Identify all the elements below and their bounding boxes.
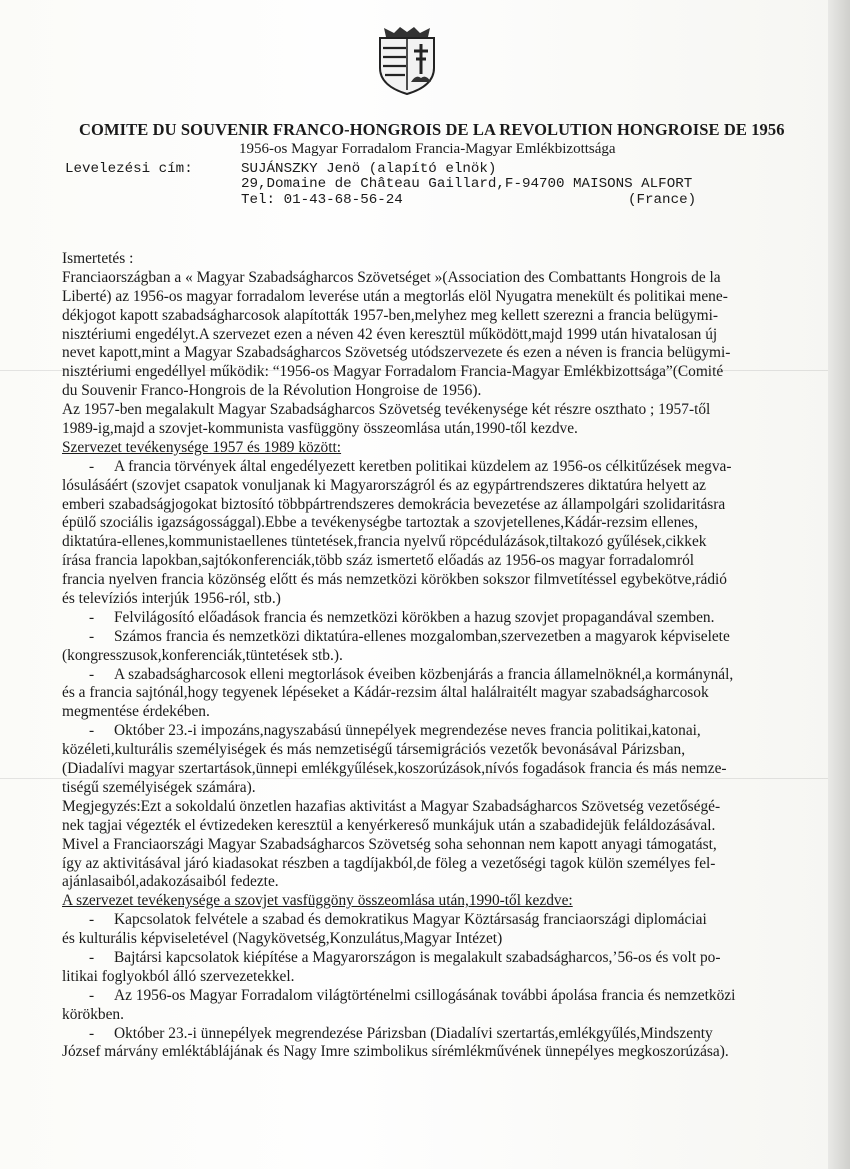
bullet-item-line: A francia törvények által engedélyezett keretben politikai küzdelem az 1956-os célkitűzések megva- — [114, 457, 732, 475]
body-line: körökben. — [62, 1005, 124, 1023]
bullet-dash: - — [89, 457, 95, 475]
bullet-item-line: Számos francia és nemzetközi diktatúra-ellenes mozgalomban,szervezetben a magyarok képviselete — [114, 627, 730, 645]
body-line: nisztériumi engedélyt.A szervezet ezen a néven 42 éven keresztül működött,majd 1999 után hivatalosan új — [62, 325, 718, 343]
bullet-item-line: Bajtársi kapcsolatok kiépítése a Magyarországon is megalakult szabadságharcos,’56-os és volt po- — [114, 948, 721, 966]
body-line: és televíziós interjúk 1956-ról, stb.) — [62, 590, 281, 608]
address-line-name: SUJÁNSZKY Jenö (alapító elnök) — [241, 161, 497, 177]
body-line: írása francia lapokban,sajtókonferenciák,több száz ismertető előadás az 1956-os magyar forradalomról — [62, 552, 695, 570]
body-line: megmentése érdekében. — [62, 703, 210, 721]
body-line: Az 1957-ben megalakult Magyar Szabadságharcos Szövetség tevékenysége két részre oszthato ; 1957-től — [62, 401, 711, 419]
section-heading-1957-1989: Szervezet tevékenysége 1957 és 1989 között: — [62, 438, 342, 456]
page-edge-shadow — [828, 0, 850, 1169]
bullet-dash: - — [89, 627, 95, 645]
address-country: (France) — [628, 192, 697, 208]
body-line: du Souvenir Franco-Hongrois de la Révolution Hongroise de 1956). — [62, 382, 482, 400]
address-line-phone: Tel: 01-43-68-56-24 — [241, 192, 403, 208]
body-line: diktatúra-ellenes,kommunistaellenes tüntetések,francia nyelvű röpcédulázások,tiltakozó gyűlések,cikkek — [62, 533, 707, 551]
bullet-dash: - — [89, 948, 95, 966]
note-line: Megjegyzés:Ezt a sokoldalú önzetlen hazafias aktivitást a Magyar Szabadságharcos Szövetség vezetőségé- — [62, 797, 721, 815]
address-label: Levelezési cím: — [65, 161, 193, 177]
body-line: emberi szabadságjogokat biztosító többpártrendszeres demokrácia bevezetése az állampolgári szolidaritásra — [62, 495, 726, 513]
hungarian-coat-of-arms-icon — [374, 24, 440, 96]
document-body — [62, 250, 792, 1062]
bullet-item-line: Kapcsolatok felvétele a szabad és demokratikus Magyar Köztársaság franciaországi diplomáciai — [114, 911, 707, 929]
body-line: (Diadalívi magyar szertartások,ünnepi emlékgyűlések,koszorúzások,nívós fogadások francia és más nemze- — [62, 760, 727, 778]
document-subtitle: 1956-os Magyar Forradalom Francia-Magyar Emlékbizottsága — [239, 141, 616, 157]
body-line: (kongresszusok,konferenciák,tüntetések stb.). — [62, 646, 343, 664]
body-line: dékjogot kapott szabadságharcosok alapították 1957-ben,melyhez meg kellett szerezni a francia belügymi- — [62, 306, 718, 324]
bullet-dash: - — [89, 608, 95, 626]
body-line: tiségű személyiségek számára). — [62, 778, 256, 796]
body-line: és kulturális képviseletével (Nagykövetség,Konzulátus,Magyar Intézet) — [62, 930, 503, 948]
section-heading-intro: Ismertetés : — [62, 250, 134, 267]
body-line: lósulásáért (szovjet csapatok vonuljanak ki Magyarországról és az egypártrendszeres diktatúra helyett az — [62, 476, 707, 494]
document-title: COMITE DU SOUVENIR FRANCO-HONGROIS DE LA REVOLUTION HONGROISE DE 1956 — [79, 120, 785, 139]
bullet-item-line: Az 1956-os Magyar Forradalom világtörténelmi csillogásának további ápolása francia és nemzetközi — [114, 986, 736, 1004]
bullet-item-line: A szabadságharcosok elleni megtorlások éveiben közbenjárás a francia államelnöknél,a kormánynál, — [114, 665, 734, 683]
bullet-dash: - — [89, 986, 95, 1004]
body-line: 1989-ig,majd a szovjet-kommunista vasfüggöny összeomlása után,1990-től kezdve. — [62, 420, 578, 438]
body-line: és a francia sajtónál,hogy tegyenek lépéseket a Kádár-rezsim által halálraitélt magyar szabadságharcosok — [62, 684, 709, 702]
note-line: Mivel a Franciaországi Magyar Szabadságharcos Szövetség soha sehonnan nem kapott anyagi támogatást, — [62, 835, 717, 853]
bullet-dash: - — [89, 665, 95, 683]
body-line: litikai foglyokból álló szervezetekkel. — [62, 967, 295, 985]
section-heading-after-1990: A szervezet tevékenysége a szovjet vasfüggöny összeomlása után,1990-től kezdve: — [62, 892, 573, 910]
bullet-dash: - — [89, 911, 95, 929]
body-line: nevet kapott,mint a Magyar Szabadságharcos Szövetség utódszervezete és ezen a néven is francia belügymi- — [62, 344, 731, 362]
body-line: nisztériumi engedéllyel működik: “1956-os Magyar Forradalom Francia-Magyar Emlékbizottsága”(Comité — [62, 363, 724, 381]
body-line: francia nyelven francia közönség előtt és más nemzetközi körökben sokszor filmvetítéssel egybekötve,rádió — [62, 571, 727, 589]
body-line: közéleti,kulturális személyiségek és más nemzetiségű társemigrációs vezetők bevonásával Párizsban, — [62, 741, 686, 759]
note-line: nek tagjai végezték el évtizedeken keresztül a kenyérkereső munkájuk után a szabadidejük feláldozásával. — [62, 816, 716, 834]
body-line: épülő szociális igazságossággal).Ebbe a tevékenységbe tartoztak a szovjetellenes,Kádár-rezsim ellenes, — [62, 514, 698, 532]
bullet-item-line: Felvilágosító előadások francia és nemzetközi körökben a hazug szovjet propagandával szemben. — [114, 608, 715, 626]
address-line-street: 29,Domaine de Château Gaillard,F-94700 MAISONS ALFORT — [241, 176, 693, 192]
bullet-dash: - — [89, 1024, 95, 1042]
bullet-dash: - — [89, 722, 95, 740]
body-line: Liberté) az 1956-os magyar forradalom leverése után a megtorlás elöl Nyugatra menekült és politikai mene- — [62, 287, 728, 305]
body-line: Franciaországban a « Magyar Szabadságharcos Szövetséget »(Association des Combattants Hongrois de la — [62, 268, 721, 286]
note-line: így az aktivitásával járó kiadasokat részben a tagdíjakból,de föleg a vezetőségi tagok külön személyes fel- — [62, 854, 716, 872]
note-line: ajánlasaiból,adakozásaiból fedezte. — [62, 873, 279, 891]
bullet-item-line: Október 23.-i impozáns,nagyszabású ünnepélyek megrendezése neves francia politikai,katonai, — [114, 722, 701, 740]
bullet-item-line: Október 23.-i ünnepélyek megrendezése Párizsban (Diadalívi szertartás,emlékgyűlés,Mindszenty — [114, 1024, 713, 1042]
body-line: József márvány emléktáblájának és Nagy Imre szimbolikus sírémlékművének ünnepélyes megkoszorúzása). — [62, 1043, 729, 1061]
